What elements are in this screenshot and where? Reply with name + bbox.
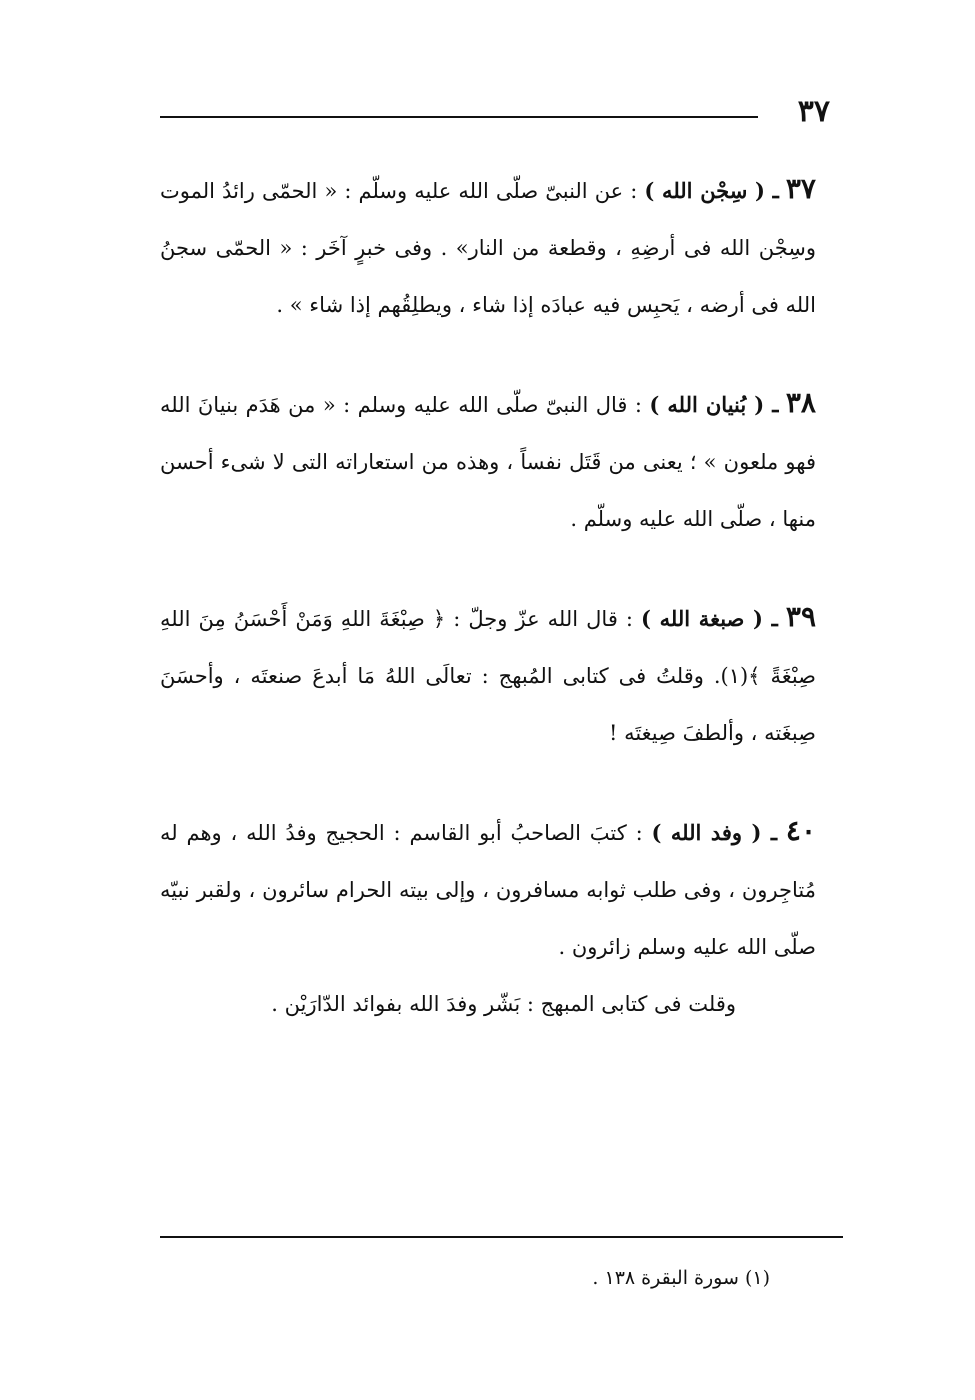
entry-39: [160, 588, 816, 762]
entry-40: [160, 802, 816, 976]
entry-text: : عن النبىّ صلّى الله عليه وسلّم : « الحمّى رائدُ الموت وسِجْن الله فى أرضِهِ ، وقطعة من النار» . وفى خبرٍ آخَر : « الحمّى سجنُ الله فى أرضه ، يَحبِس فيه عبادَه إذا شاء ، ويطلِقُهم إذا شاء » .: [160, 179, 816, 317]
entry-text: : قال الله عزّ وجلّ : ﴿ صِبْغَةَ اللهِ وَمَنْ أَحْسَنُ مِنَ اللهِ صِبْغَةً ﴾(١). وقلتُ فى كتابى المُبهج : تعالَى اللهُ مَا أبدعَ صنعتَه ، وأحسَنَ صِبغَته ، وألطفَ صِيغتَه !: [160, 607, 816, 745]
entry-heading: ـ ( وفد الله ): [651, 820, 778, 845]
page-number: ٣٧: [797, 94, 830, 129]
entry-37: [160, 160, 816, 334]
entry-text: : كتبَ الصاحبُ أبو القاسم : الحجيج وفدُ الله ، وهم له مُتاجِرون ، وفى طلب ثوابه مسافرون ، وإلى بيته الحرام سائرون ، ولقبر نبيّه صلّى الله عليه وسلم زائرون .: [160, 821, 816, 959]
entry-number: ٣٨: [785, 386, 816, 419]
entry-number: ٤٠: [785, 814, 816, 847]
entry-heading: ـ ( سِجْن الله ): [644, 178, 779, 203]
entry-text: : قال النبىّ صلّى الله عليه وسلم : « من هَدَم بنيانَ الله فهو ملعون » ؛ يعنى من قَتَل نفساً ، وهذه من استعاراته التى لا شىء أحسن منها ، صلّى الله عليه وسلّم .: [160, 393, 816, 531]
entry-number: ٣٩: [785, 600, 816, 633]
header-rule: [160, 116, 758, 118]
body-text: [160, 160, 816, 1054]
entry-heading: ـ ( صبغة الله ): [641, 606, 778, 631]
footnote-rule: [160, 1236, 843, 1238]
entry-heading: ـ ( بُنيان الله ): [649, 392, 779, 417]
entry-number: ٣٧: [785, 172, 816, 205]
page-header: [160, 92, 830, 136]
footnote: (١) سورة البقرة ١٣٨ .: [592, 1267, 770, 1289]
closing-line: وقلت فى كتابى المبهج : بَشّر وفدَ الله بفوائد الدّارَيْن .: [271, 992, 736, 1016]
entry-38: [160, 374, 816, 548]
